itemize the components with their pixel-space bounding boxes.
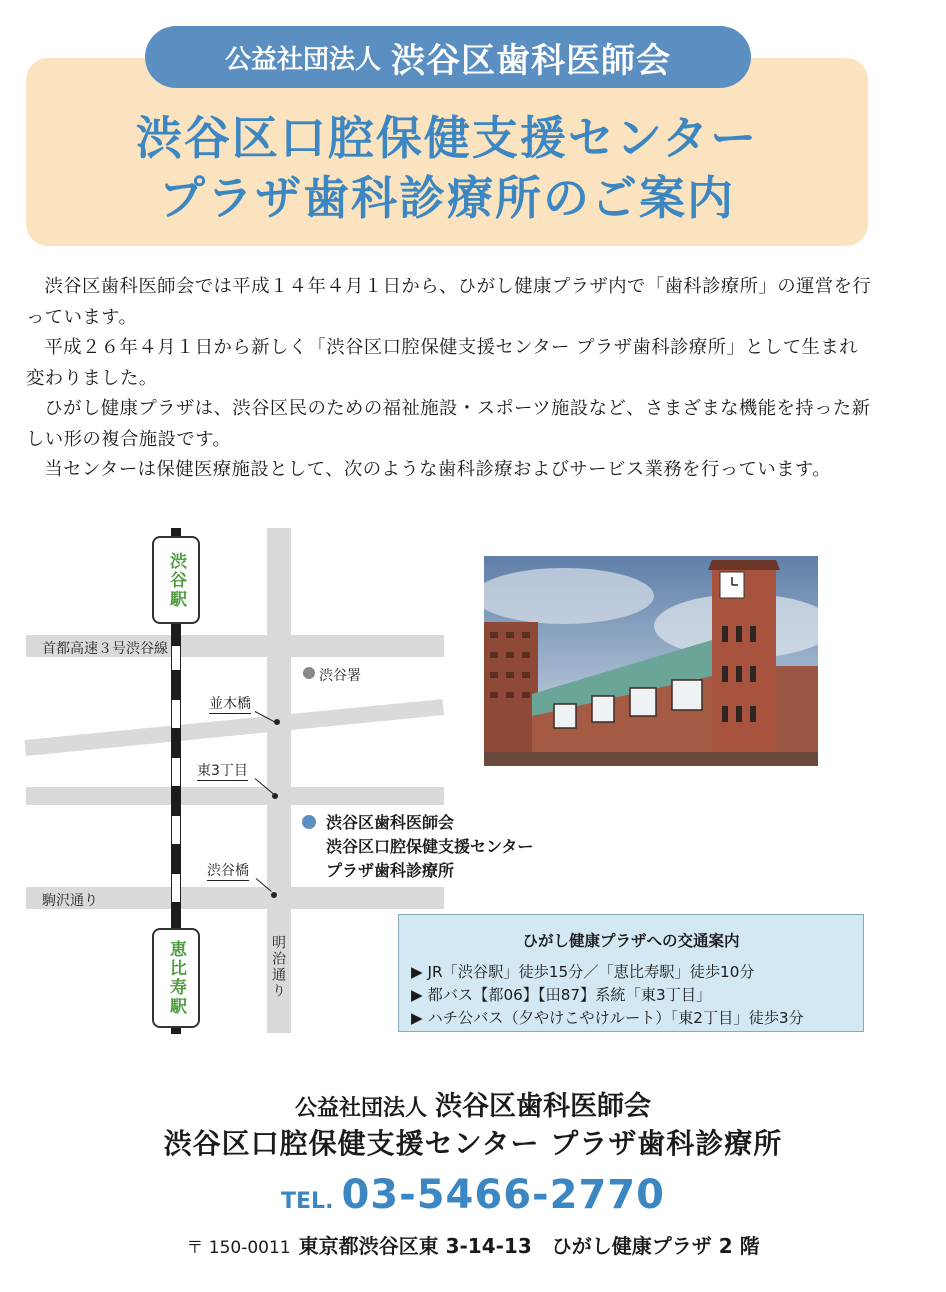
railway-segment bbox=[171, 728, 181, 758]
namikibashi-dot bbox=[274, 719, 280, 725]
street-address: 東京都渋谷区東 3-14-13 ひがし健康プラザ 2 階 bbox=[298, 1234, 760, 1258]
namikibashi-label: 並木橋 bbox=[209, 693, 251, 714]
access-line-hachiko-bus: ▶ ハチ公バス（夕やけこやけルート）「東2丁目」徒歩3分 bbox=[411, 1009, 804, 1027]
footer-organization bbox=[0, 1084, 946, 1123]
location-label bbox=[326, 811, 533, 883]
location-marker bbox=[302, 815, 316, 829]
police-label: 渋谷署 bbox=[319, 668, 361, 684]
access-line-toei-bus: ▶ 都バス【都06】【田87】系統「東3丁目」 bbox=[411, 986, 712, 1004]
station-shibuya-label: 渋谷駅 bbox=[166, 551, 186, 609]
footer-telephone bbox=[0, 1172, 946, 1218]
location-line-2: 渋谷区口腔保健支援センター bbox=[326, 837, 534, 856]
komazawa-label: 駒沢通り bbox=[42, 893, 98, 909]
higashi3-dot bbox=[272, 793, 278, 799]
footer-org-name: 渋谷区歯科医師会 bbox=[435, 1091, 651, 1122]
intro-paragraph: 渋谷区歯科医師会では平成１４年４月１日から、ひがし健康プラザ内で「歯科診療所」の運営を行っています。 bbox=[26, 276, 872, 328]
expressway-label: 首都高速３号渋谷線 bbox=[42, 641, 168, 657]
access-line-jr: ▶ JR「渋谷駅」徒歩15分／「恵比寿駅」徒歩10分 bbox=[411, 963, 755, 981]
access-info-box bbox=[398, 914, 864, 1032]
footer-address bbox=[0, 1230, 946, 1259]
page-title-line-1: 渋谷区口腔保健支援センター bbox=[135, 111, 759, 165]
railway-segment bbox=[171, 786, 181, 816]
station-shibuya bbox=[152, 536, 200, 624]
building-illustration bbox=[484, 556, 818, 766]
meiji-label: 明治通り bbox=[270, 935, 286, 999]
location-line-3: プラザ歯科診療所 bbox=[326, 861, 455, 880]
footer-center-name: 渋谷区口腔保健支援センター プラザ歯科診療所 bbox=[163, 1127, 783, 1160]
intro-paragraph: 当センターは保健医療施設として、次のような歯科診療およびサービス業務を行っています。 bbox=[44, 459, 832, 480]
postal-code: 〒 150-0011 bbox=[186, 1238, 291, 1258]
station-ebisu bbox=[152, 928, 200, 1028]
building-photo bbox=[484, 556, 818, 766]
location-line-1: 渋谷区歯科医師会 bbox=[326, 813, 455, 832]
shibuyabashi-dot bbox=[271, 892, 277, 898]
station-ebisu-label: 恵比寿駅 bbox=[166, 940, 186, 1016]
railway-segment bbox=[171, 844, 181, 874]
page-title-line-2: プラザ歯科診療所のご案内 bbox=[159, 171, 735, 225]
tel-number: 03-5466-2770 bbox=[341, 1172, 665, 1218]
police-dot bbox=[303, 667, 315, 679]
railway-segment bbox=[171, 670, 181, 700]
org-name-label: 渋谷区歯科医師会 bbox=[391, 40, 671, 81]
railway-segment bbox=[171, 902, 181, 928]
intro-paragraph: 平成２６年４月１日から新しく「渋谷区口腔保健支援センター プラザ歯科診療所」として生まれ変わりました。 bbox=[26, 337, 858, 389]
road-higashi3 bbox=[26, 787, 444, 805]
footer-org-type: 公益社団法人 bbox=[294, 1096, 427, 1121]
access-title: ひがし健康プラザへの交通案内 bbox=[522, 932, 740, 950]
org-type-label: 公益社団法人 bbox=[224, 44, 381, 75]
tel-label: TEL. bbox=[281, 1189, 334, 1214]
intro-paragraph: ひがし健康プラザは、渋谷区民のための福祉施設・スポーツ施設など、さまざまな機能を持った新しい形の複合施設です。 bbox=[26, 398, 871, 450]
shibuyabashi-label: 渋谷橋 bbox=[207, 860, 249, 881]
higashi3-label: 東3丁目 bbox=[197, 760, 248, 781]
